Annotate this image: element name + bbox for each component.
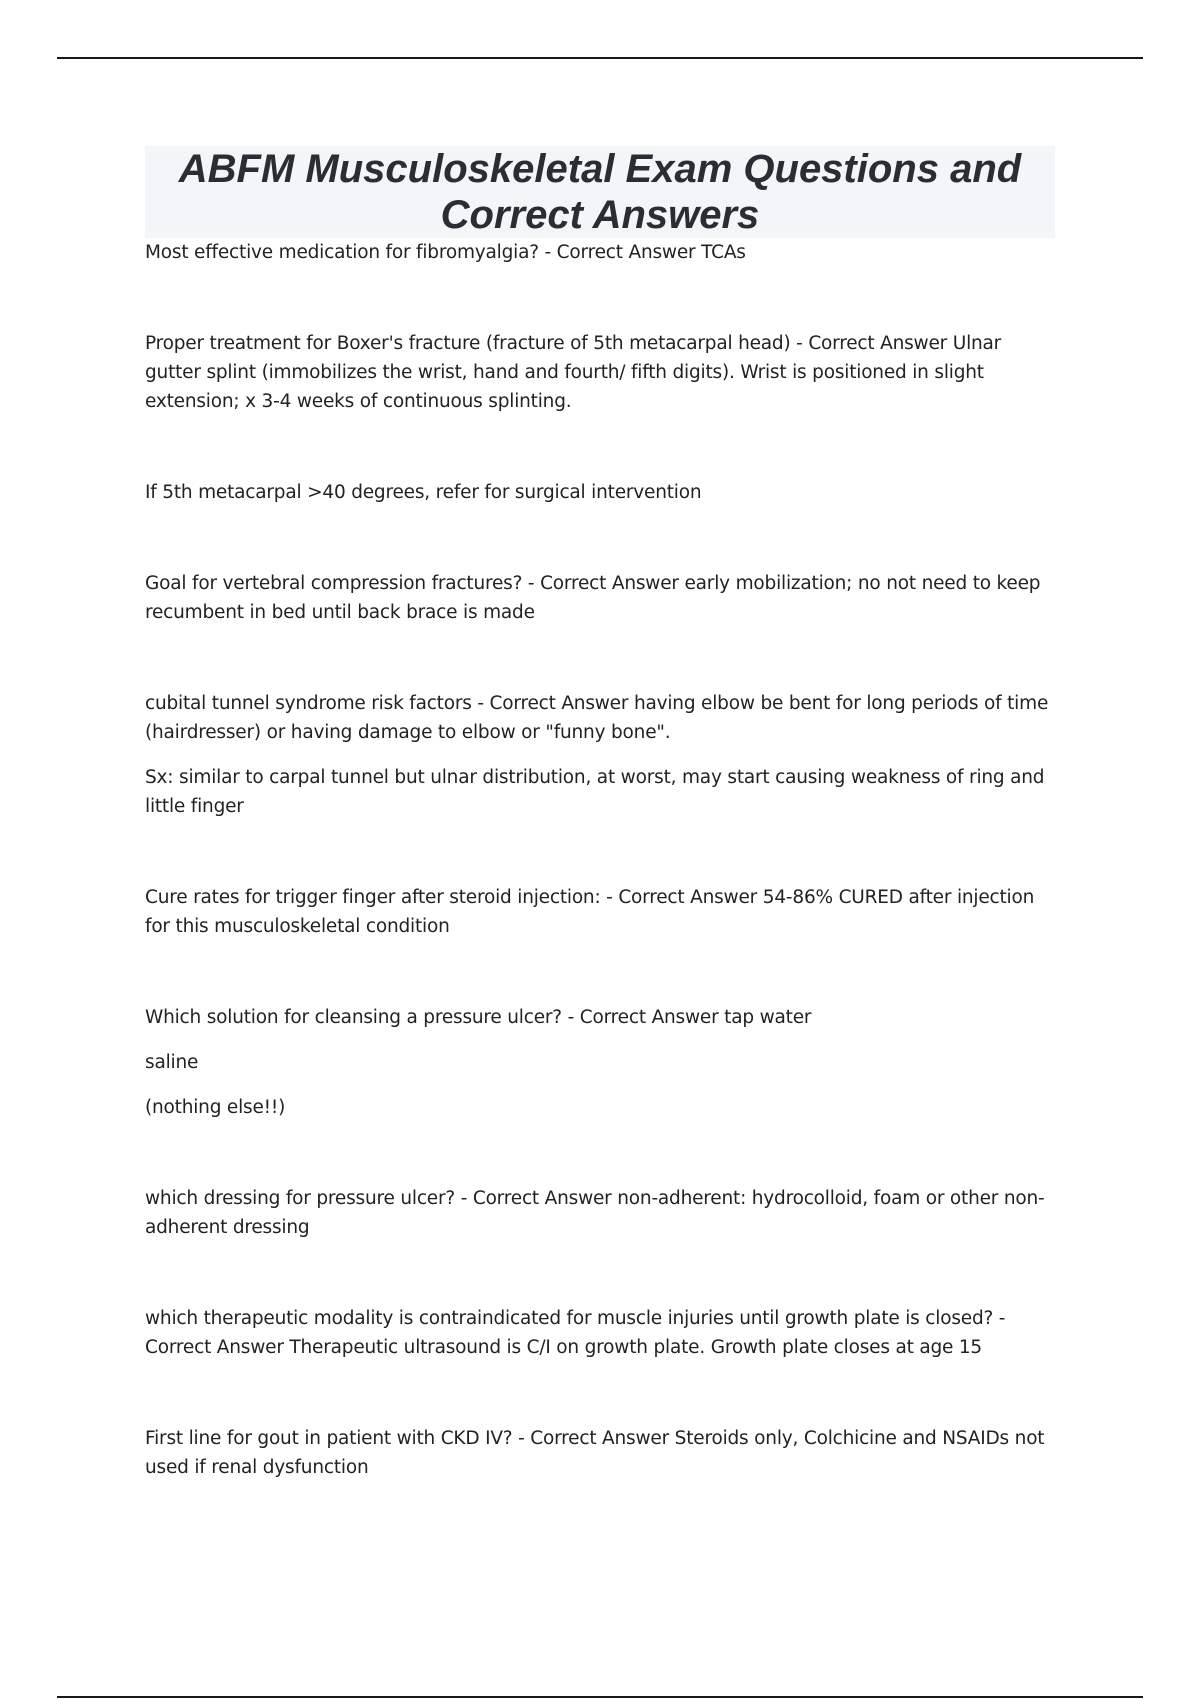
- qa-boxers-fracture: Proper treatment for Boxer's fracture (fracture of 5th metacarpal head) - Correct Answer Ulnar gutter splint (immobilizes the wrist, hand and fourth/ fifth digits). Wrist is positioned in slight extension; x 3-4 weeks of continuous splinting.: [145, 333, 1002, 412]
- answer-nothing-else: (nothing else!!): [145, 1097, 286, 1118]
- bottom-divider: [57, 1696, 1143, 1698]
- answer-saline: saline: [145, 1052, 199, 1073]
- document-body: [145, 238, 1055, 1482]
- note-cubital-symptoms: Sx: similar to carpal tunnel but ulnar distribution, at worst, may start causing weakness of ring and little finger: [145, 767, 1045, 817]
- qa-cubital-tunnel: cubital tunnel syndrome risk factors - Correct Answer having elbow be bent for long periods of time (hairdresser) or having damage to elbow or "funny bone".: [145, 693, 1049, 743]
- note-metacarpal-angle: If 5th metacarpal >40 degrees, refer for surgical intervention: [145, 482, 702, 503]
- document-page: [145, 146, 1055, 1482]
- qa-pressure-ulcer-cleansing: Which solution for cleansing a pressure ulcer? - Correct Answer tap water: [145, 1007, 812, 1028]
- qa-gout-ckd: First line for gout in patient with CKD IV? - Correct Answer Steroids only, Colchicine and NSAIDs not used if renal dysfunction: [145, 1428, 1045, 1478]
- title-banner: [145, 146, 1055, 238]
- qa-trigger-finger: Cure rates for trigger finger after steroid injection: - Correct Answer 54-86% CURED after injection for this musculoskeletal condition: [145, 887, 1035, 937]
- document-title: ABFM Musculoskeletal Exam Questions and Correct Answers: [178, 147, 1022, 237]
- qa-fibromyalgia: Most effective medication for fibromyalgia? - Correct Answer TCAs: [145, 242, 746, 263]
- qa-pressure-ulcer-dressing: which dressing for pressure ulcer? - Correct Answer non-adherent: hydrocolloid, foam or other non-adherent dressing: [145, 1188, 1045, 1238]
- qa-therapeutic-ultrasound: which therapeutic modality is contraindicated for muscle injuries until growth plate is closed? - Correct Answer Therapeutic ultrasound is C/I on growth plate. Growth plate closes at age 15: [145, 1308, 1006, 1358]
- qa-vertebral-compression: Goal for vertebral compression fractures? - Correct Answer early mobilization; no not need to keep recumbent in bed until back brace is made: [145, 573, 1041, 623]
- top-divider: [57, 57, 1143, 59]
